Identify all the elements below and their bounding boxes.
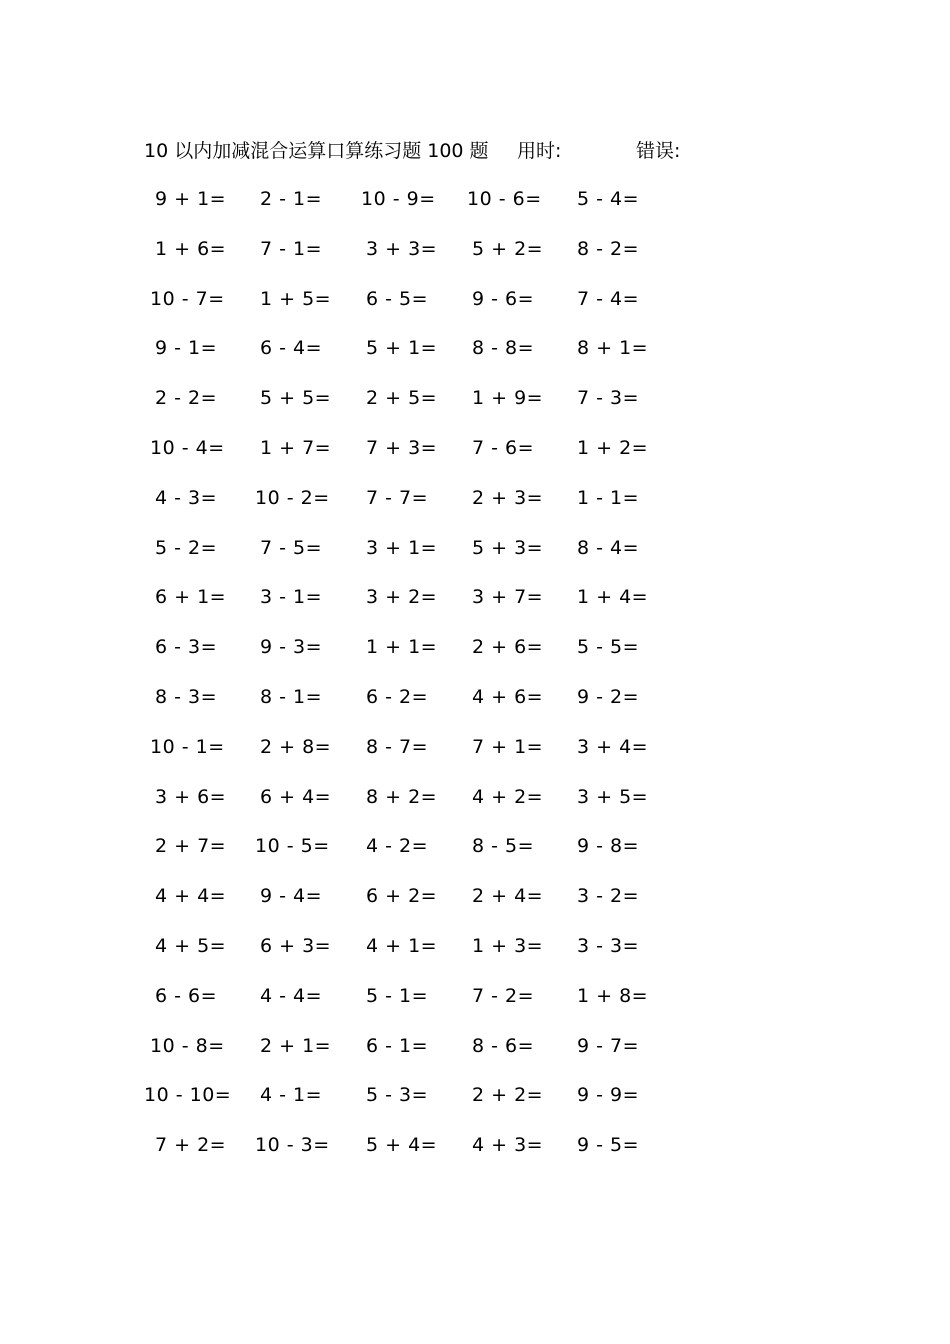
math-problem: 9 - 7=: [577, 1034, 640, 1057]
math-problem: 5 - 1=: [366, 984, 429, 1007]
math-problem: 4 + 6=: [472, 686, 544, 708]
math-problem: 2 + 8=: [260, 735, 332, 758]
math-problem: 4 - 3=: [155, 486, 218, 509]
math-problem: 2 + 2=: [472, 1084, 544, 1107]
math-problem: 8 - 2=: [577, 237, 640, 260]
math-problem: 3 + 7=: [472, 586, 544, 609]
math-problem: 8 - 5=: [472, 835, 535, 858]
math-problem: 1 + 7=: [260, 437, 332, 459]
math-problem: 2 - 1=: [260, 188, 323, 210]
math-problem: 8 + 2=: [366, 785, 438, 808]
math-problem: 10 - 10=: [144, 1084, 232, 1107]
math-problem: 1 + 2=: [577, 437, 649, 459]
math-problem: 8 + 1=: [577, 337, 649, 360]
math-problem: 4 + 2=: [472, 785, 544, 808]
math-problem: 7 - 2=: [472, 984, 535, 1007]
math-problem: 3 + 1=: [366, 536, 438, 559]
math-problem: 6 - 4=: [260, 337, 323, 360]
math-problem: 10 - 1=: [150, 735, 225, 758]
math-problem: 7 - 3=: [577, 387, 640, 410]
math-problem: 5 + 5=: [260, 387, 332, 410]
math-problem: 8 - 6=: [472, 1034, 535, 1057]
worksheet-title: 10 以内加减混合运算口算练习题 100 题: [144, 140, 489, 162]
math-problem: 4 + 1=: [366, 935, 438, 957]
math-problem: 1 + 3=: [472, 935, 544, 957]
math-problem: 7 - 5=: [260, 536, 323, 559]
math-problem: 7 + 3=: [366, 437, 438, 459]
math-problem: 2 + 7=: [155, 835, 227, 858]
math-problem: 6 + 1=: [155, 586, 227, 609]
math-problem: 9 + 1=: [155, 188, 227, 210]
math-problem: 4 - 2=: [366, 835, 429, 858]
math-problem: 7 - 1=: [260, 237, 323, 260]
math-problem: 1 + 5=: [260, 287, 332, 310]
math-problem: 9 - 5=: [577, 1134, 640, 1157]
math-problem: 6 + 2=: [366, 885, 438, 908]
math-problem: 5 + 3=: [472, 536, 544, 559]
math-problem: 10 - 9=: [361, 188, 436, 210]
math-problem: 8 - 8=: [472, 337, 535, 360]
math-problem: 9 - 6=: [472, 287, 535, 310]
math-problem: 7 + 2=: [155, 1134, 227, 1157]
math-problem: 10 - 4=: [150, 437, 225, 459]
math-problem: 9 - 8=: [577, 835, 640, 858]
math-problem: 3 - 3=: [577, 935, 640, 957]
math-problem: 5 - 2=: [155, 536, 218, 559]
math-problem: 4 + 4=: [155, 885, 227, 908]
math-problem: 9 - 2=: [577, 686, 640, 708]
math-problem: 5 + 4=: [366, 1134, 438, 1157]
math-problem: 1 + 4=: [577, 586, 649, 609]
math-problem: 2 + 4=: [472, 885, 544, 908]
math-problem: 5 - 5=: [577, 636, 640, 659]
math-problem: 7 + 1=: [472, 735, 544, 758]
math-problem: 3 + 2=: [366, 586, 438, 609]
math-problem: 1 + 9=: [472, 387, 544, 410]
math-problem: 10 - 6=: [467, 188, 542, 210]
math-problem: 5 + 1=: [366, 337, 438, 360]
math-problem: 3 - 2=: [577, 885, 640, 908]
math-problem: 10 - 5=: [255, 835, 330, 858]
math-problem: 5 - 4=: [577, 188, 640, 210]
math-problem: 7 - 4=: [577, 287, 640, 310]
math-problem: 9 - 9=: [577, 1084, 640, 1107]
math-problem: 8 - 1=: [260, 686, 323, 708]
math-problem: 3 + 4=: [577, 735, 649, 758]
math-problem: 3 - 1=: [260, 586, 323, 609]
math-problem: 6 - 6=: [155, 984, 218, 1007]
math-problem: 4 + 5=: [155, 935, 227, 957]
math-problem: 9 - 3=: [260, 636, 323, 659]
math-problem: 6 - 5=: [366, 287, 429, 310]
math-problem: 9 - 4=: [260, 885, 323, 908]
math-problem: 8 - 7=: [366, 735, 429, 758]
math-problem: 7 - 7=: [366, 486, 429, 509]
math-problem: 10 - 7=: [150, 287, 225, 310]
math-problem: 2 + 1=: [260, 1034, 332, 1057]
math-problem: 4 - 4=: [260, 984, 323, 1007]
math-problem: 1 + 1=: [366, 636, 438, 659]
math-problem: 10 - 3=: [255, 1134, 330, 1157]
math-problem: 3 + 3=: [366, 237, 438, 260]
math-problem: 6 - 3=: [155, 636, 218, 659]
math-problem: 2 + 3=: [472, 486, 544, 509]
math-problem: 2 - 2=: [155, 387, 218, 410]
math-problem: 1 - 1=: [577, 486, 640, 509]
math-problem: 6 + 3=: [260, 935, 332, 957]
math-problem: 6 - 2=: [366, 686, 429, 708]
math-problem: 3 + 5=: [577, 785, 649, 808]
math-problem: 7 - 6=: [472, 437, 535, 459]
math-problem: 8 - 3=: [155, 686, 218, 708]
math-problem: 9 - 1=: [155, 337, 218, 360]
math-problem: 6 + 4=: [260, 785, 332, 808]
math-problem: 10 - 2=: [255, 486, 330, 509]
math-problem: 2 + 5=: [366, 387, 438, 410]
math-problem: 2 + 6=: [472, 636, 544, 659]
math-problem: 1 + 8=: [577, 984, 649, 1007]
math-problem: 3 + 6=: [155, 785, 227, 808]
math-problem: 5 + 2=: [472, 237, 544, 260]
math-problem: 10 - 8=: [150, 1034, 225, 1057]
math-problem: 4 + 3=: [472, 1134, 544, 1157]
math-problem: 1 + 6=: [155, 237, 227, 260]
time-used-label: 用时:: [517, 140, 562, 162]
errors-label: 错误:: [636, 140, 681, 162]
math-problem: 5 - 3=: [366, 1084, 429, 1107]
math-problem: 4 - 1=: [260, 1084, 323, 1107]
math-problem: 8 - 4=: [577, 536, 640, 559]
math-problem: 6 - 1=: [366, 1034, 429, 1057]
